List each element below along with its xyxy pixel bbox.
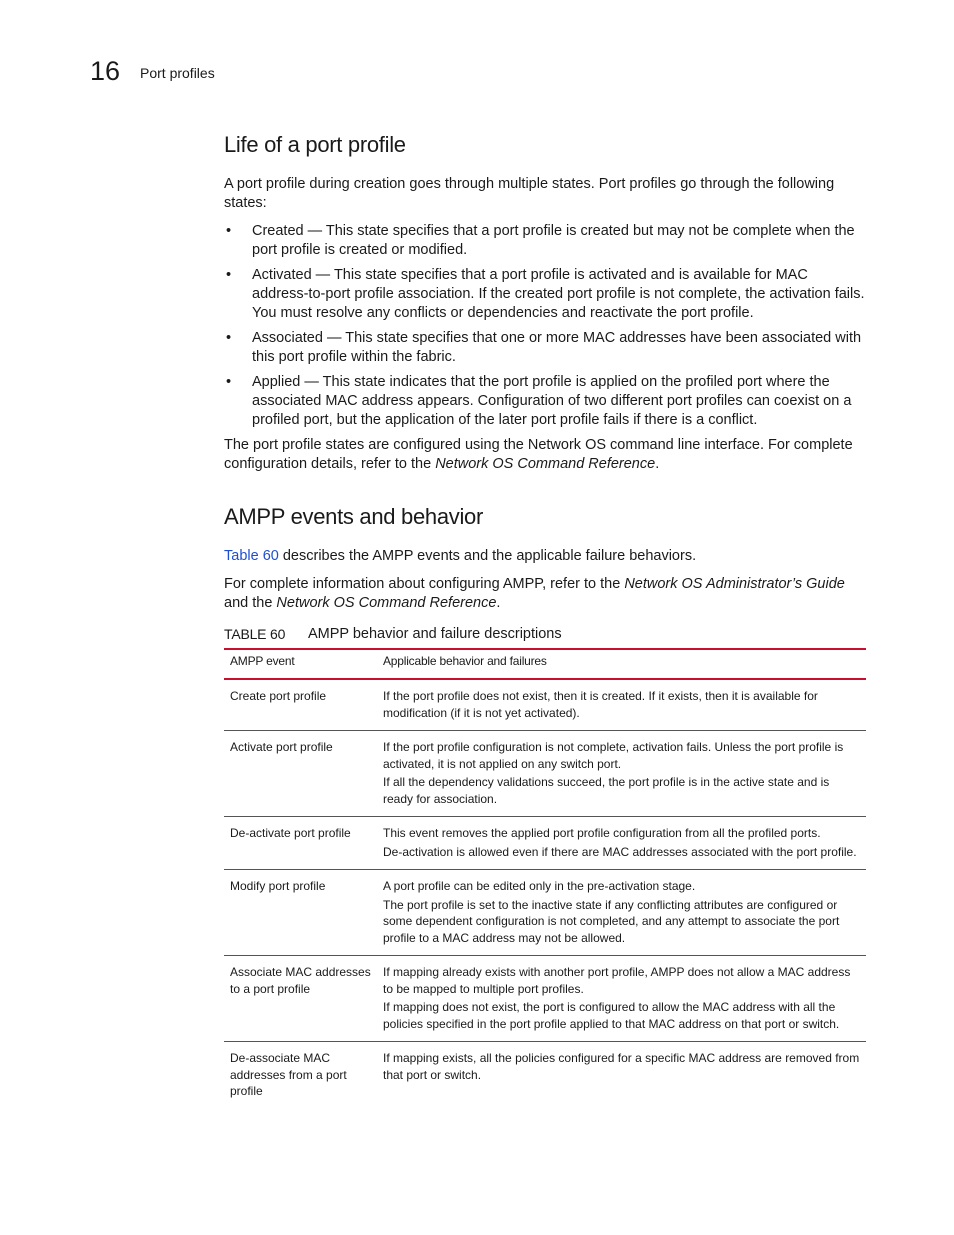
list-item-text: Created — This state specifies that a port profile is created but may not be complete when the port profile is created or modified. <box>252 223 855 258</box>
table-row <box>224 817 866 870</box>
list-item <box>224 222 866 260</box>
list-item <box>224 329 866 367</box>
section1-intro: A port profile during creation goes through multiple states. Port profiles go through the following states: <box>224 176 835 211</box>
list-item <box>224 266 866 323</box>
behavior-cell <box>377 679 866 731</box>
table-row <box>224 1042 866 1107</box>
list-item-text: Activated — This state specifies that a port profile is activated and is available for MAC address-to-port profile association. If the created port profile is not complete, the activation fails. You must resolve any conflicts or dependencies and reactivate the port profile. <box>252 267 865 321</box>
p2-text-2: and the <box>224 595 277 611</box>
chapter-number: 16 <box>90 56 121 86</box>
table-caption <box>224 625 866 644</box>
behavior-cell <box>377 1042 866 1107</box>
behavior-text: This event removes the applied port profile configuration from all the profiled ports. <box>383 826 821 840</box>
list-item-text: Applied — This state indicates that the port profile is applied on the profiled port where the associated MAC address appears. Configuration of two different port profiles can coexist on a profiled port, but the application of the later port profile fails if there is a conflict. <box>252 374 852 428</box>
behavior-text: If the port profile does not exist, then it is created. If it exists, then it is available for modification (if it is not yet activated). <box>383 689 818 720</box>
behavior-cell <box>377 817 866 870</box>
bullet-icon: • <box>226 267 232 283</box>
section-heading-ampp-events: AMPP events and behavior <box>224 504 484 529</box>
behavior-text: If the port profile configuration is not complete, activation fails. Unless the port profile is activated, it is not applied on any switch port. <box>383 740 844 771</box>
section1-closing <box>224 436 866 474</box>
bullet-icon: • <box>226 374 232 390</box>
section-heading-life-of-port-profile: Life of a port profile <box>224 132 406 157</box>
admin-guide-title: Network OS Administrator’s Guide <box>624 576 845 592</box>
table-header-row <box>224 649 866 679</box>
event-cell: Associate MAC addresses to a port profile <box>230 965 371 996</box>
behavior-text: If mapping does not exist, the port is configured to allow the MAC address with all the policies specified in the port profile applied to that MAC address on that port or switch. <box>383 1000 840 1031</box>
p2-period: . <box>496 595 501 611</box>
states-list <box>224 222 866 430</box>
behavior-text: De-activation is allowed even if there are MAC addresses associated with the port profile. <box>383 844 857 859</box>
table-row <box>224 870 866 956</box>
event-cell: De-associate MAC addresses from a port profile <box>230 1051 347 1098</box>
section2-p1 <box>224 547 866 566</box>
closing-period: . <box>655 456 660 472</box>
p2-text-1: For complete information about configuring AMPP, refer to the <box>224 576 625 592</box>
section2-p1-text: describes the AMPP events and the applicable failure behaviors. <box>278 548 697 564</box>
event-cell: Activate port profile <box>230 740 333 754</box>
event-cell: De-activate port profile <box>230 826 351 840</box>
behavior-text: If mapping exists, all the policies configured for a specific MAC address are removed from that port or switch. <box>383 1051 860 1082</box>
behavior-text: A port profile can be edited only in the pre-activation stage. <box>383 879 696 893</box>
ampp-table <box>224 648 866 1107</box>
bullet-icon: • <box>226 330 232 346</box>
header-ampp-event: AMPP event <box>230 654 295 668</box>
chapter-title: Port profiles <box>140 65 215 81</box>
event-cell: Modify port profile <box>230 879 326 893</box>
table-60-link[interactable]: Table 60 <box>224 548 279 564</box>
behavior-cell <box>377 956 866 1042</box>
list-item <box>224 373 866 430</box>
table-number: TABLE 60 <box>224 626 286 642</box>
table-row <box>224 731 866 817</box>
command-reference-title: Network OS Command Reference <box>276 595 497 611</box>
closing-text: The port profile states are configured using the Network OS command line interface. For complete configuration details, refer to the <box>224 437 853 472</box>
behavior-text: If mapping already exists with another port profile, AMPP does not allow a MAC address to be mapped to multiple port profiles. <box>383 965 851 996</box>
behavior-text: The port profile is set to the inactive state if any conflicting attributes are configured or some dependent configuration is not completed, and any attempt to associate the port profile to a MAC address may not be allowed. <box>383 897 840 945</box>
command-reference-title: Network OS Command Reference <box>435 456 656 472</box>
list-item-text: Associated — This state specifies that one or more MAC addresses have been associated with this port profile within the fabric. <box>252 330 862 365</box>
behavior-cell <box>377 731 866 817</box>
table-row <box>224 679 866 731</box>
behavior-cell <box>377 870 866 956</box>
bullet-icon: • <box>226 223 232 239</box>
section2-p2 <box>224 575 866 613</box>
table-title: AMPP behavior and failure descriptions <box>308 626 562 642</box>
event-cell: Create port profile <box>230 689 327 703</box>
page-content <box>224 132 866 1107</box>
behavior-text: If all the dependency validations succeed, the port profile is in the active state and is ready for association. <box>383 775 830 806</box>
header-behavior: Applicable behavior and failures <box>383 654 547 668</box>
table-row <box>224 956 866 1042</box>
